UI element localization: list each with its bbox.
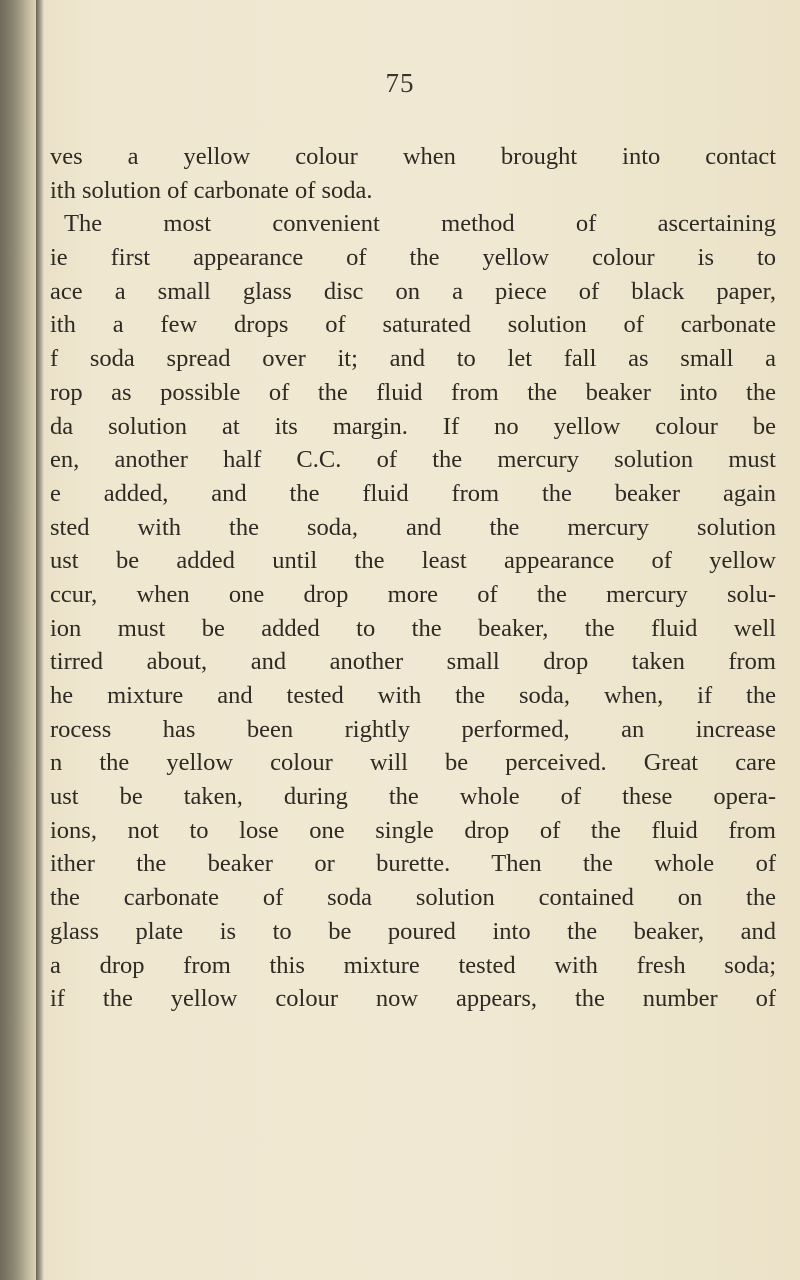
text-line: n the yellow colour will be perceived. Great care: [50, 749, 776, 777]
binding-edge: [36, 0, 44, 1280]
text-line: the carbonate of soda solution contained on the: [50, 884, 776, 912]
text-line: if the yellow colour now appears, the number of: [50, 985, 776, 1013]
text-line: sted with the soda, and the mercury solution: [50, 513, 776, 541]
page-number: 75: [385, 68, 415, 98]
text-line: rop as possible of the fluid from the beaker into the: [50, 378, 776, 406]
text-line: f soda spread over it; and to let fall as small a: [50, 345, 776, 373]
text-line: e added, and the fluid from the beaker again: [50, 479, 776, 507]
text-line: The most convenient method of ascertaining: [64, 210, 776, 238]
text-line: ither the beaker or burette. Then the whole of: [50, 850, 776, 878]
text-line: ith solution of carbonate of soda.: [50, 176, 373, 204]
text-line: ion must be added to the beaker, the fluid well: [50, 614, 776, 642]
text-line: en, another half C.C. of the mercury solution must: [50, 446, 776, 474]
text-line: ie first appearance of the yellow colour is to: [50, 244, 776, 272]
text-line: tirred about, and another small drop taken from: [50, 648, 776, 676]
text-line: ions, not to lose one single drop of the fluid from: [50, 816, 776, 844]
binding-shadow: [0, 0, 40, 1280]
text-line: ust be added until the least appearance of yellow: [50, 547, 776, 575]
text-line: ace a small glass disc on a piece of black paper,: [50, 277, 776, 305]
text-line: da solution at its margin. If no yellow colour be: [50, 412, 776, 440]
text-line: a drop from this mixture tested with fresh soda;: [50, 951, 776, 979]
text-line: glass plate is to be poured into the beaker, and: [50, 917, 776, 945]
text-line: rocess has been rightly performed, an increase: [50, 715, 776, 743]
text-line: ith a few drops of saturated solution of carbonate: [50, 311, 776, 339]
body-text: [50, 140, 776, 1016]
text-line: ccur, when one drop more of the mercury solu-: [50, 580, 776, 608]
text-line: ust be taken, during the whole of these opera-: [50, 783, 776, 811]
text-line: he mixture and tested with the soda, when, if the: [50, 682, 776, 709]
text-line: ves a yellow colour when brought into contact: [50, 143, 776, 170]
